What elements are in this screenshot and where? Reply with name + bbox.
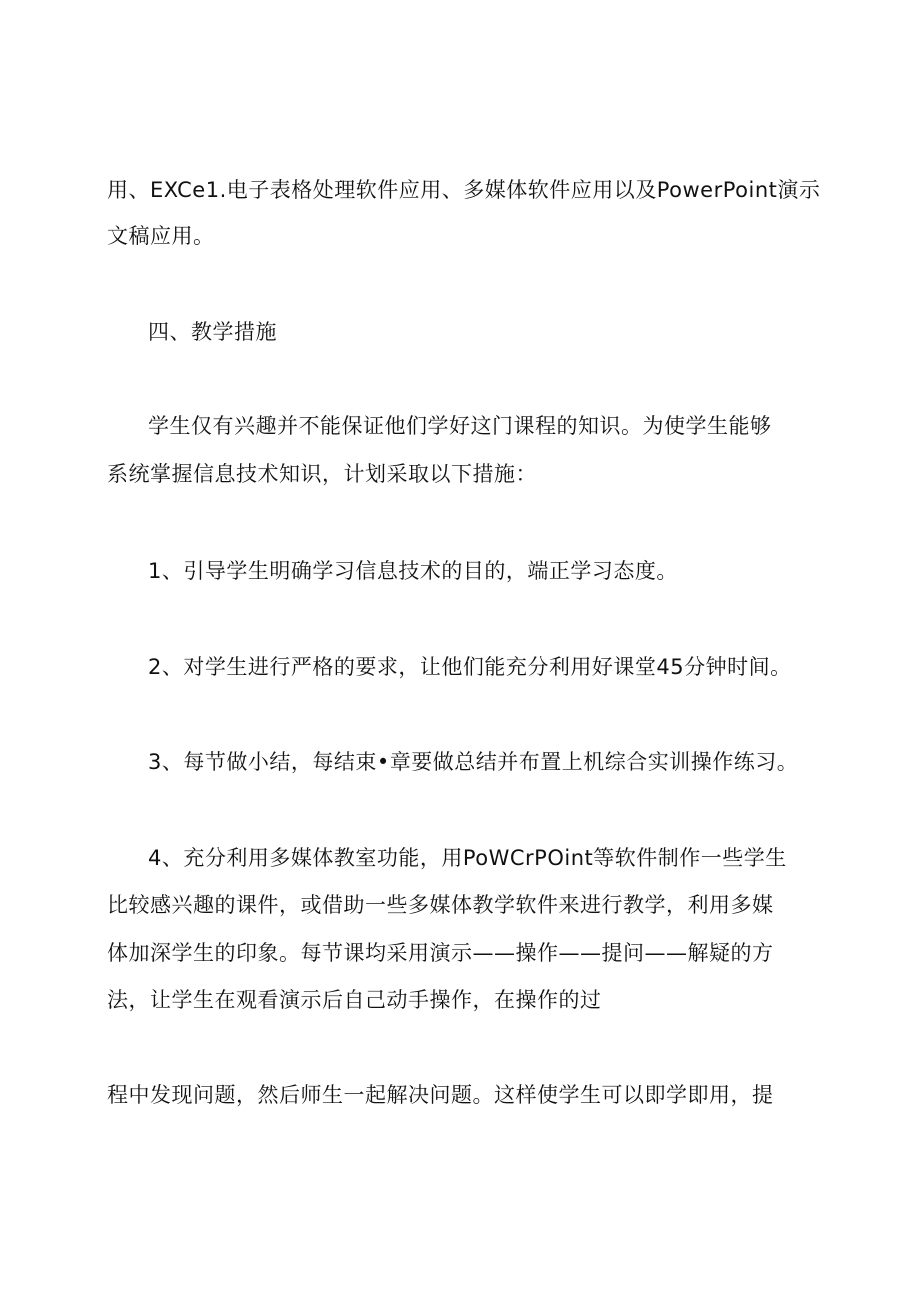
list-item: 2、对学生进行严格的要求，让他们能充分利用好课堂45分钟时间。 [148, 655, 792, 679]
list-item: 3、每节做小结，每结束•章要做总结并布置上机综合实训操作练习。 [148, 750, 799, 774]
section-heading: 四、教学措施 [148, 320, 277, 344]
paragraph-line: 系统掌握信息技术知识，计划采取以下措施： [107, 462, 537, 486]
paragraph-line: 文稿应用。 [107, 224, 215, 248]
paragraph-line: 程中发现问题，然后师生一起解决问题。这样使学生可以即学即用，提 [107, 1083, 774, 1107]
list-item: 4、充分利用多媒体教室功能，用PoWCrPOint等软件制作一些学生 [148, 846, 787, 870]
paragraph-line: 用、EXCe1.电子表格处理软件应用、多媒体软件应用以及PowerPoint演示 [107, 178, 821, 202]
paragraph-line: 体加深学生的印象。每节课均采用演示——操作——提问——解疑的方 [107, 941, 774, 965]
paragraph-line: 比较感兴趣的课件，或借助一些多媒体教学软件来进行教学，利用多媒 [107, 893, 774, 917]
paragraph-line: 学生仅有兴趣并不能保证他们学好这门课程的知识。为使学生能够 [148, 414, 772, 438]
paragraph-line: 法，让学生在观看演示后自己动手操作，在操作的过 [107, 988, 602, 1012]
list-item: 1、引导学生明确学习信息技术的目的，端正学习态度。 [148, 559, 678, 583]
